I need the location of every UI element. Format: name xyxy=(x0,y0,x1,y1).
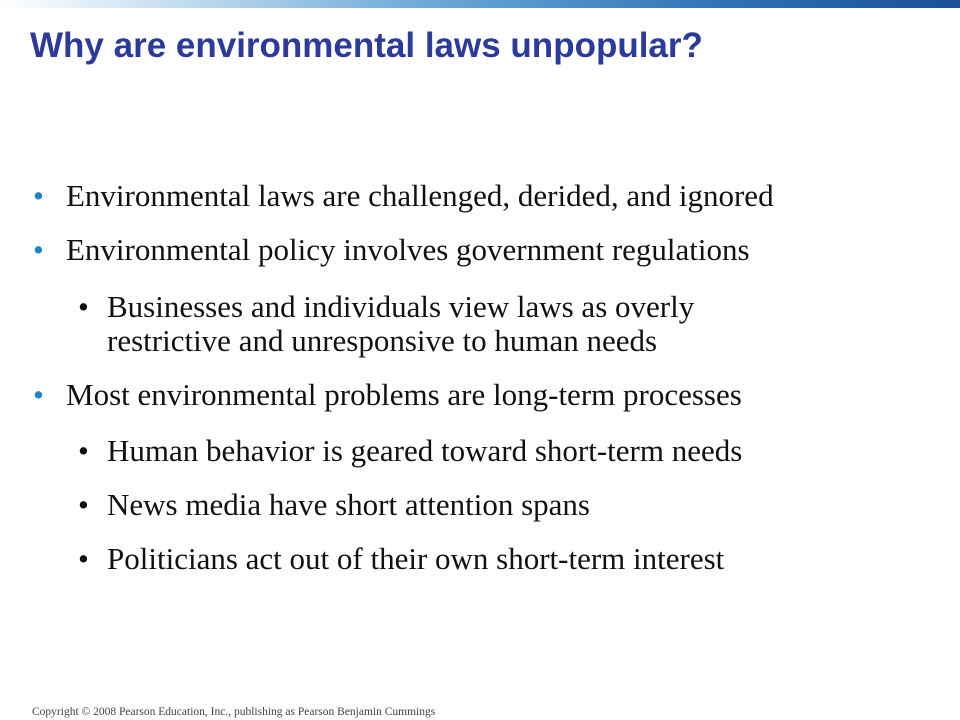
bullet-marker: • xyxy=(33,377,44,412)
bullet-marker: • xyxy=(33,232,44,267)
bullet-text: Most environmental problems are long-term processes xyxy=(66,377,742,412)
slide-title: Why are environmental laws unpopular? xyxy=(30,26,703,65)
bullet-text: Politicians act out of their own short-term interest xyxy=(107,541,725,576)
bullet-text: News media have short attention spans xyxy=(107,487,590,522)
bullet-text: Human behavior is geared toward short-term needs xyxy=(107,433,743,468)
bullet-marker: • xyxy=(78,541,89,576)
bullet-marker: • xyxy=(78,433,89,468)
header-gradient-bar xyxy=(0,0,960,8)
bullet-text: Environmental policy involves government regulations xyxy=(66,232,750,267)
bullet-marker: • xyxy=(33,178,44,213)
bullet-marker: • xyxy=(78,487,89,522)
bullet-text-line-1: Businesses and individuals view laws as overly xyxy=(107,289,695,324)
bullet-text-line-2: restrictive and unresponsive to human needs xyxy=(107,323,658,358)
bullet-marker: • xyxy=(78,289,89,324)
bullet-text: Environmental laws are challenged, derided, and ignored xyxy=(66,178,774,213)
copyright-notice: Copyright © 2008 Pearson Education, Inc., publishing as Pearson Benjamin Cummings xyxy=(32,706,436,718)
